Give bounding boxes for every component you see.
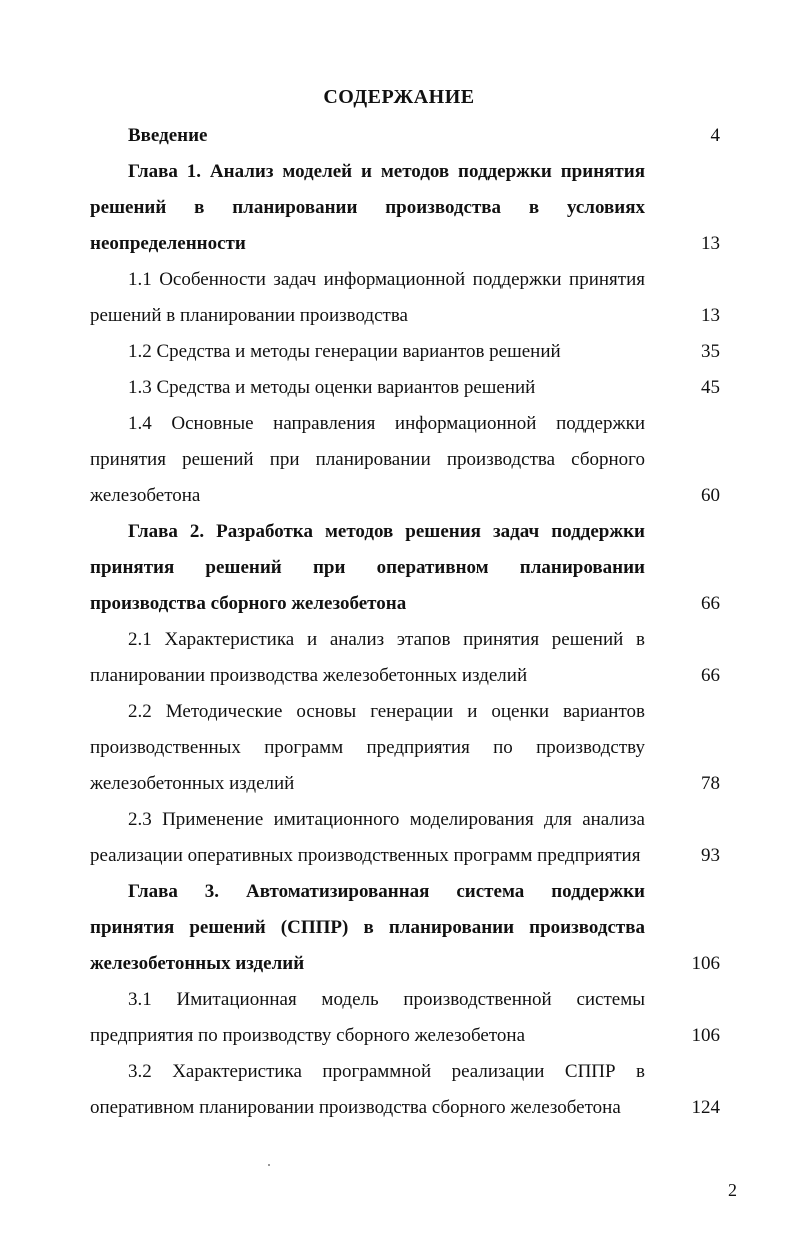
- toc-entry-chapter-1: [90, 154, 720, 262]
- toc-entry-1-3: [90, 370, 720, 406]
- toc-entry-text: 1.3 Средства и методы оценки вариантов решений: [128, 377, 536, 398]
- toc-entry-page: 35: [701, 341, 720, 362]
- toc-entry-1-1: [90, 262, 720, 334]
- toc-entry-2-3: [90, 802, 720, 874]
- toc-entry-page: 106: [691, 953, 720, 974]
- toc-entry-page: 13: [701, 305, 720, 326]
- toc-entry-page: 124: [691, 1097, 720, 1118]
- toc-entry-page: 4: [710, 125, 720, 146]
- toc-entry-text: 2.1 Характеристика и анализ этапов принятия решений в планировании производства железобетонных изделий: [90, 629, 645, 686]
- toc-entry-text: 3.1 Имитационная модель производственной системы предприятия по производству сборного железобетона: [90, 989, 645, 1046]
- toc-entry-text: 1.2 Средства и методы генерации вариантов решений: [128, 341, 561, 362]
- toc-entry-text: Глава 3. Автоматизированная система поддержки принятия решений (СППР) в планировании производства железобетонных изделий: [90, 881, 645, 974]
- toc-entry-page: 45: [701, 377, 720, 398]
- toc-title: СОДЕРЖАНИЕ: [323, 86, 475, 108]
- toc-entry-text: 1.1 Особенности задач информационной поддержки принятия решений в планировании производства: [90, 269, 645, 326]
- toc-entry-page: 60: [701, 485, 720, 506]
- toc-entry-3-1: [90, 982, 720, 1054]
- toc-entry-page: 78: [701, 773, 720, 794]
- toc-entry-page: 66: [701, 665, 720, 686]
- toc-entry-text: 1.4 Основные направления информационной поддержки принятия решений при планировании производства сборного железобетона: [90, 413, 645, 506]
- toc-entry-chapter-2: [90, 514, 720, 622]
- toc-entry-2-2: [90, 694, 720, 802]
- table-of-contents: [90, 118, 720, 1126]
- toc-entry-2-1: [90, 622, 720, 694]
- toc-entry-page: 106: [691, 1025, 720, 1046]
- toc-entry-page: 66: [701, 593, 720, 614]
- toc-entry-text: 2.3 Применение имитационного моделирования для анализа реализации оперативных производственных программ предприятия: [90, 809, 645, 866]
- toc-entry-text: Введение: [128, 125, 208, 146]
- page-number: 2: [728, 1180, 737, 1200]
- toc-entry-text: Глава 1. Анализ моделей и методов поддержки принятия решений в планировании производства в условиях неопределенности: [90, 161, 645, 254]
- toc-entry-introduction: [90, 118, 720, 154]
- toc-entry-page: 13: [701, 233, 720, 254]
- toc-entry-page: 93: [701, 845, 720, 866]
- toc-entry-1-2: [90, 334, 720, 370]
- toc-entry-chapter-3: [90, 874, 720, 982]
- toc-entry-text: 2.2 Методические основы генерации и оценки вариантов производственных программ предприятия по производству железобетонных изделий: [90, 701, 645, 794]
- toc-entry-text: 3.2 Характеристика программной реализации СППР в оперативном планировании производства сборного железобетона: [90, 1061, 645, 1118]
- toc-entry-1-4: [90, 406, 720, 514]
- scan-speck: [268, 1164, 270, 1166]
- toc-entry-text: Глава 2. Разработка методов решения задач поддержки принятия решений при оперативном планировании производства сборного железобетона: [90, 521, 645, 614]
- toc-entry-3-2: [90, 1054, 720, 1126]
